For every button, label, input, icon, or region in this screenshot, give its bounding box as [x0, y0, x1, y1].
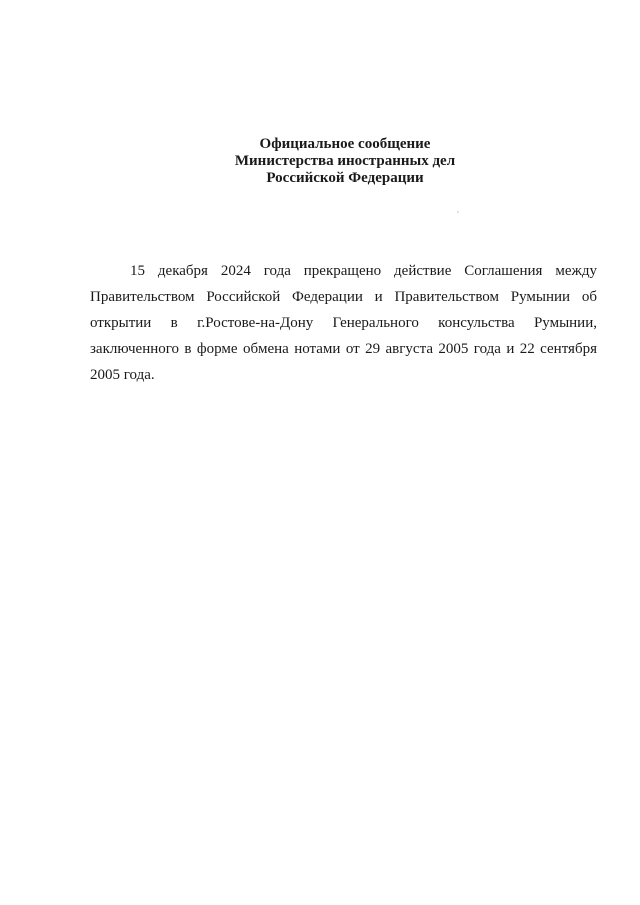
heading-line-3: Российской Федерации: [266, 170, 424, 186]
heading-line-2: Министерства иностранных дел: [234, 153, 456, 169]
scan-speck: [457, 211, 459, 213]
heading-line-1: Официальное сообщение: [259, 136, 431, 152]
body-paragraph: 15 декабря 2024 года прекращено действие Соглашения между Правительством Российской Федерации и Правительством Румынии об открытии в г.Ростове-на-Дону Генерального консульства Румынии, заключенного в форме обмена нотами от 29 августа 2005 года и 22 сентября 2005 года.: [90, 263, 597, 383]
document-heading: [0, 136, 640, 187]
